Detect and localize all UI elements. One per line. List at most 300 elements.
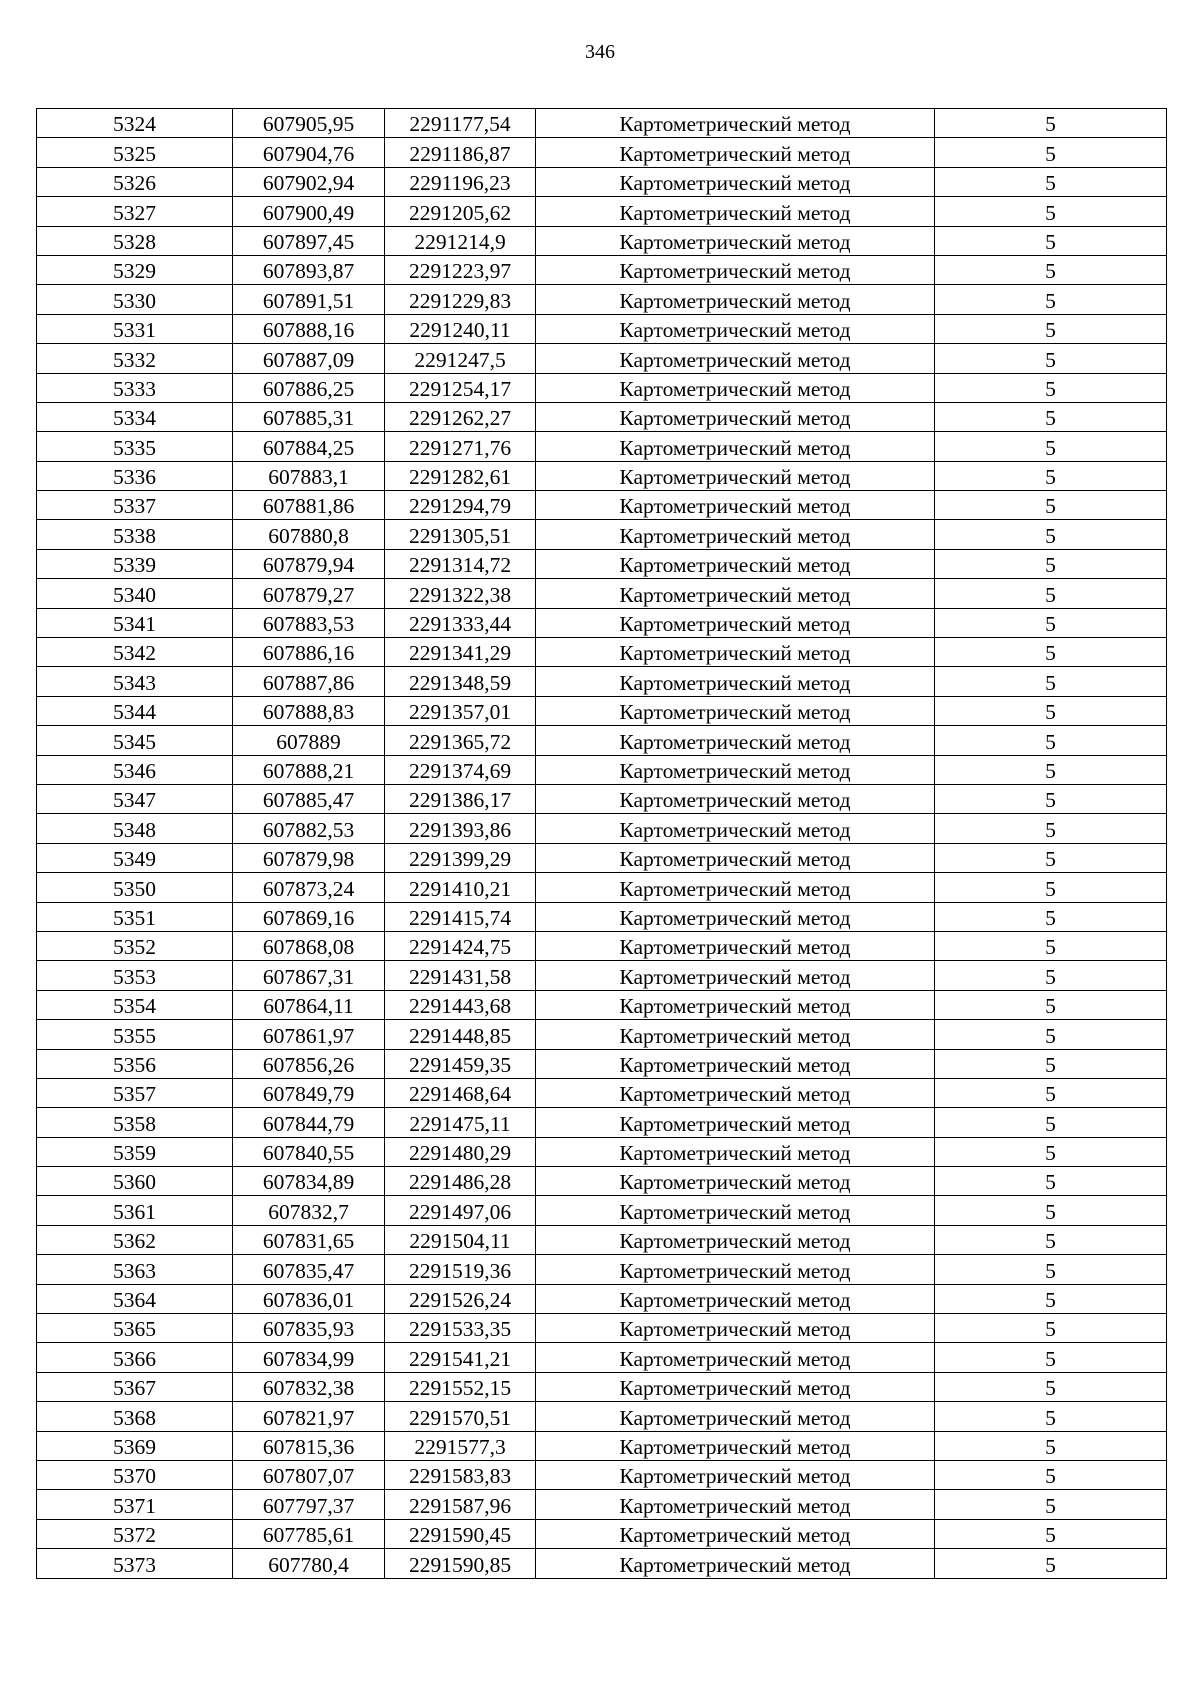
point-number-cell: 5351 xyxy=(37,902,233,931)
x-coordinate-cell: 607832,38 xyxy=(233,1372,385,1401)
table-row xyxy=(37,873,1167,902)
y-coordinate-cell: 2291541,21 xyxy=(385,1343,536,1372)
y-coordinate-cell: 2291341,29 xyxy=(385,638,536,667)
x-coordinate-cell: 607888,83 xyxy=(233,696,385,725)
y-coordinate-cell: 2291357,01 xyxy=(385,696,536,725)
table-row xyxy=(37,167,1167,196)
accuracy-cell: 5 xyxy=(935,138,1167,167)
table-row xyxy=(37,1108,1167,1137)
x-coordinate-cell: 607797,37 xyxy=(233,1490,385,1519)
accuracy-cell: 5 xyxy=(935,667,1167,696)
point-number-cell: 5357 xyxy=(37,1078,233,1107)
method-cell: Картометрический метод xyxy=(536,726,935,755)
y-coordinate-cell: 2291271,76 xyxy=(385,432,536,461)
point-number-cell: 5341 xyxy=(37,608,233,637)
y-coordinate-cell: 2291393,86 xyxy=(385,814,536,843)
x-coordinate-cell: 607844,79 xyxy=(233,1108,385,1137)
accuracy-cell: 5 xyxy=(935,402,1167,431)
x-coordinate-cell: 607785,61 xyxy=(233,1519,385,1548)
table-row xyxy=(37,344,1167,373)
x-coordinate-cell: 607888,21 xyxy=(233,755,385,784)
method-cell: Картометрический метод xyxy=(536,255,935,284)
y-coordinate-cell: 2291365,72 xyxy=(385,726,536,755)
method-cell: Картометрический метод xyxy=(536,608,935,637)
x-coordinate-cell: 607880,8 xyxy=(233,520,385,549)
y-coordinate-cell: 2291570,51 xyxy=(385,1402,536,1431)
method-cell: Картометрический метод xyxy=(536,638,935,667)
method-cell: Картометрический метод xyxy=(536,1431,935,1460)
y-coordinate-cell: 2291374,69 xyxy=(385,755,536,784)
point-number-cell: 5346 xyxy=(37,755,233,784)
method-cell: Картометрический метод xyxy=(536,1225,935,1254)
method-cell: Картометрический метод xyxy=(536,902,935,931)
accuracy-cell: 5 xyxy=(935,1167,1167,1196)
point-number-cell: 5340 xyxy=(37,579,233,608)
table-row xyxy=(37,285,1167,314)
x-coordinate-cell: 607879,98 xyxy=(233,843,385,872)
y-coordinate-cell: 2291386,17 xyxy=(385,784,536,813)
y-coordinate-cell: 2291333,44 xyxy=(385,608,536,637)
point-number-cell: 5336 xyxy=(37,461,233,490)
method-cell: Картометрический метод xyxy=(536,1314,935,1343)
point-number-cell: 5367 xyxy=(37,1372,233,1401)
x-coordinate-cell: 607815,36 xyxy=(233,1431,385,1460)
method-cell: Картометрический метод xyxy=(536,814,935,843)
method-cell: Картометрический метод xyxy=(536,579,935,608)
point-number-cell: 5343 xyxy=(37,667,233,696)
x-coordinate-cell: 607869,16 xyxy=(233,902,385,931)
method-cell: Картометрический метод xyxy=(536,285,935,314)
y-coordinate-cell: 2291583,83 xyxy=(385,1460,536,1489)
table-row xyxy=(37,520,1167,549)
table-row xyxy=(37,638,1167,667)
table-row xyxy=(37,314,1167,343)
y-coordinate-cell: 2291519,36 xyxy=(385,1255,536,1284)
y-coordinate-cell: 2291214,9 xyxy=(385,226,536,255)
point-number-cell: 5352 xyxy=(37,931,233,960)
method-cell: Картометрический метод xyxy=(536,1549,935,1578)
y-coordinate-cell: 2291410,21 xyxy=(385,873,536,902)
accuracy-cell: 5 xyxy=(935,520,1167,549)
point-number-cell: 5347 xyxy=(37,784,233,813)
y-coordinate-cell: 2291314,72 xyxy=(385,549,536,578)
table-row xyxy=(37,373,1167,402)
point-number-cell: 5327 xyxy=(37,197,233,226)
table-row xyxy=(37,1196,1167,1225)
accuracy-cell: 5 xyxy=(935,608,1167,637)
method-cell: Картометрический метод xyxy=(536,755,935,784)
coordinates-table xyxy=(36,108,1167,1579)
x-coordinate-cell: 607887,09 xyxy=(233,344,385,373)
accuracy-cell: 5 xyxy=(935,1343,1167,1372)
y-coordinate-cell: 2291577,3 xyxy=(385,1431,536,1460)
table-row xyxy=(37,1519,1167,1548)
method-cell: Картометрический метод xyxy=(536,344,935,373)
accuracy-cell: 5 xyxy=(935,1314,1167,1343)
method-cell: Картометрический метод xyxy=(536,167,935,196)
accuracy-cell: 5 xyxy=(935,1020,1167,1049)
x-coordinate-cell: 607780,4 xyxy=(233,1549,385,1578)
point-number-cell: 5353 xyxy=(37,961,233,990)
point-number-cell: 5359 xyxy=(37,1137,233,1166)
y-coordinate-cell: 2291294,79 xyxy=(385,491,536,520)
accuracy-cell: 5 xyxy=(935,873,1167,902)
x-coordinate-cell: 607904,76 xyxy=(233,138,385,167)
table-row xyxy=(37,197,1167,226)
point-number-cell: 5370 xyxy=(37,1460,233,1489)
accuracy-cell: 5 xyxy=(935,961,1167,990)
point-number-cell: 5348 xyxy=(37,814,233,843)
y-coordinate-cell: 2291282,61 xyxy=(385,461,536,490)
x-coordinate-cell: 607905,95 xyxy=(233,109,385,138)
x-coordinate-cell: 607879,27 xyxy=(233,579,385,608)
point-number-cell: 5373 xyxy=(37,1549,233,1578)
point-number-cell: 5326 xyxy=(37,167,233,196)
accuracy-cell: 5 xyxy=(935,314,1167,343)
table-row xyxy=(37,990,1167,1019)
accuracy-cell: 5 xyxy=(935,1519,1167,1548)
accuracy-cell: 5 xyxy=(935,1049,1167,1078)
table-row xyxy=(37,961,1167,990)
accuracy-cell: 5 xyxy=(935,902,1167,931)
accuracy-cell: 5 xyxy=(935,491,1167,520)
accuracy-cell: 5 xyxy=(935,1225,1167,1254)
x-coordinate-cell: 607883,1 xyxy=(233,461,385,490)
table-row xyxy=(37,461,1167,490)
method-cell: Картометрический метод xyxy=(536,1255,935,1284)
method-cell: Картометрический метод xyxy=(536,109,935,138)
accuracy-cell: 5 xyxy=(935,1549,1167,1578)
table-row xyxy=(37,696,1167,725)
point-number-cell: 5339 xyxy=(37,549,233,578)
point-number-cell: 5363 xyxy=(37,1255,233,1284)
method-cell: Картометрический метод xyxy=(536,138,935,167)
x-coordinate-cell: 607891,51 xyxy=(233,285,385,314)
y-coordinate-cell: 2291305,51 xyxy=(385,520,536,549)
method-cell: Картометрический метод xyxy=(536,1167,935,1196)
x-coordinate-cell: 607868,08 xyxy=(233,931,385,960)
method-cell: Картометрический метод xyxy=(536,520,935,549)
point-number-cell: 5330 xyxy=(37,285,233,314)
x-coordinate-cell: 607897,45 xyxy=(233,226,385,255)
x-coordinate-cell: 607849,79 xyxy=(233,1078,385,1107)
accuracy-cell: 5 xyxy=(935,1431,1167,1460)
method-cell: Картометрический метод xyxy=(536,784,935,813)
table-row xyxy=(37,784,1167,813)
method-cell: Картометрический метод xyxy=(536,1137,935,1166)
table-row xyxy=(37,109,1167,138)
method-cell: Картометрический метод xyxy=(536,1490,935,1519)
point-number-cell: 5329 xyxy=(37,255,233,284)
method-cell: Картометрический метод xyxy=(536,961,935,990)
table-row xyxy=(37,1078,1167,1107)
method-cell: Картометрический метод xyxy=(536,667,935,696)
table-row xyxy=(37,1137,1167,1166)
table-row xyxy=(37,608,1167,637)
accuracy-cell: 5 xyxy=(935,1137,1167,1166)
y-coordinate-cell: 2291497,06 xyxy=(385,1196,536,1225)
table-row xyxy=(37,1255,1167,1284)
y-coordinate-cell: 2291590,45 xyxy=(385,1519,536,1548)
x-coordinate-cell: 607893,87 xyxy=(233,255,385,284)
method-cell: Картометрический метод xyxy=(536,1519,935,1548)
method-cell: Картометрический метод xyxy=(536,1284,935,1313)
table-row xyxy=(37,226,1167,255)
point-number-cell: 5337 xyxy=(37,491,233,520)
accuracy-cell: 5 xyxy=(935,1490,1167,1519)
x-coordinate-cell: 607856,26 xyxy=(233,1049,385,1078)
y-coordinate-cell: 2291431,58 xyxy=(385,961,536,990)
method-cell: Картометрический метод xyxy=(536,1343,935,1372)
y-coordinate-cell: 2291240,11 xyxy=(385,314,536,343)
y-coordinate-cell: 2291399,29 xyxy=(385,843,536,872)
x-coordinate-cell: 607881,86 xyxy=(233,491,385,520)
table-row xyxy=(37,726,1167,755)
x-coordinate-cell: 607886,16 xyxy=(233,638,385,667)
coordinates-table-body xyxy=(37,109,1167,1579)
table-row xyxy=(37,1167,1167,1196)
method-cell: Картометрический метод xyxy=(536,1460,935,1489)
table-row xyxy=(37,491,1167,520)
y-coordinate-cell: 2291486,28 xyxy=(385,1167,536,1196)
page-number: 346 xyxy=(585,41,615,63)
accuracy-cell: 5 xyxy=(935,1108,1167,1137)
table-row xyxy=(37,814,1167,843)
y-coordinate-cell: 2291448,85 xyxy=(385,1020,536,1049)
point-number-cell: 5331 xyxy=(37,314,233,343)
method-cell: Картометрический метод xyxy=(536,491,935,520)
table-row xyxy=(37,1490,1167,1519)
point-number-cell: 5335 xyxy=(37,432,233,461)
point-number-cell: 5332 xyxy=(37,344,233,373)
accuracy-cell: 5 xyxy=(935,549,1167,578)
point-number-cell: 5325 xyxy=(37,138,233,167)
method-cell: Картометрический метод xyxy=(536,1078,935,1107)
method-cell: Картометрический метод xyxy=(536,226,935,255)
table-row xyxy=(37,432,1167,461)
point-number-cell: 5358 xyxy=(37,1108,233,1137)
table-row xyxy=(37,402,1167,431)
point-number-cell: 5345 xyxy=(37,726,233,755)
accuracy-cell: 5 xyxy=(935,579,1167,608)
y-coordinate-cell: 2291254,17 xyxy=(385,373,536,402)
point-number-cell: 5355 xyxy=(37,1020,233,1049)
point-number-cell: 5342 xyxy=(37,638,233,667)
accuracy-cell: 5 xyxy=(935,755,1167,784)
y-coordinate-cell: 2291468,64 xyxy=(385,1078,536,1107)
table-row xyxy=(37,902,1167,931)
point-number-cell: 5361 xyxy=(37,1196,233,1225)
method-cell: Картометрический метод xyxy=(536,197,935,226)
accuracy-cell: 5 xyxy=(935,1402,1167,1431)
point-number-cell: 5354 xyxy=(37,990,233,1019)
accuracy-cell: 5 xyxy=(935,1078,1167,1107)
x-coordinate-cell: 607834,89 xyxy=(233,1167,385,1196)
point-number-cell: 5334 xyxy=(37,402,233,431)
table-row xyxy=(37,1225,1167,1254)
accuracy-cell: 5 xyxy=(935,1196,1167,1225)
y-coordinate-cell: 2291229,83 xyxy=(385,285,536,314)
method-cell: Картометрический метод xyxy=(536,461,935,490)
accuracy-cell: 5 xyxy=(935,373,1167,402)
x-coordinate-cell: 607835,93 xyxy=(233,1314,385,1343)
x-coordinate-cell: 607864,11 xyxy=(233,990,385,1019)
table-row xyxy=(37,1549,1167,1578)
method-cell: Картометрический метод xyxy=(536,373,935,402)
point-number-cell: 5356 xyxy=(37,1049,233,1078)
point-number-cell: 5360 xyxy=(37,1167,233,1196)
y-coordinate-cell: 2291186,87 xyxy=(385,138,536,167)
table-row xyxy=(37,1343,1167,1372)
method-cell: Картометрический метод xyxy=(536,990,935,1019)
x-coordinate-cell: 607888,16 xyxy=(233,314,385,343)
table-row xyxy=(37,667,1167,696)
accuracy-cell: 5 xyxy=(935,696,1167,725)
y-coordinate-cell: 2291533,35 xyxy=(385,1314,536,1343)
method-cell: Картометрический метод xyxy=(536,1108,935,1137)
y-coordinate-cell: 2291223,97 xyxy=(385,255,536,284)
table-row xyxy=(37,1020,1167,1049)
x-coordinate-cell: 607832,7 xyxy=(233,1196,385,1225)
point-number-cell: 5362 xyxy=(37,1225,233,1254)
x-coordinate-cell: 607836,01 xyxy=(233,1284,385,1313)
accuracy-cell: 5 xyxy=(935,255,1167,284)
accuracy-cell: 5 xyxy=(935,990,1167,1019)
x-coordinate-cell: 607887,86 xyxy=(233,667,385,696)
table-row xyxy=(37,255,1167,284)
point-number-cell: 5364 xyxy=(37,1284,233,1313)
x-coordinate-cell: 607889 xyxy=(233,726,385,755)
table-row xyxy=(37,1402,1167,1431)
point-number-cell: 5350 xyxy=(37,873,233,902)
y-coordinate-cell: 2291415,74 xyxy=(385,902,536,931)
x-coordinate-cell: 607885,31 xyxy=(233,402,385,431)
x-coordinate-cell: 607867,31 xyxy=(233,961,385,990)
y-coordinate-cell: 2291552,15 xyxy=(385,1372,536,1401)
x-coordinate-cell: 607883,53 xyxy=(233,608,385,637)
accuracy-cell: 5 xyxy=(935,226,1167,255)
x-coordinate-cell: 607902,94 xyxy=(233,167,385,196)
x-coordinate-cell: 607873,24 xyxy=(233,873,385,902)
method-cell: Картометрический метод xyxy=(536,1049,935,1078)
table-row xyxy=(37,843,1167,872)
method-cell: Картометрический метод xyxy=(536,1402,935,1431)
y-coordinate-cell: 2291480,29 xyxy=(385,1137,536,1166)
y-coordinate-cell: 2291205,62 xyxy=(385,197,536,226)
point-number-cell: 5344 xyxy=(37,696,233,725)
table-row xyxy=(37,1284,1167,1313)
method-cell: Картометрический метод xyxy=(536,314,935,343)
x-coordinate-cell: 607821,97 xyxy=(233,1402,385,1431)
point-number-cell: 5369 xyxy=(37,1431,233,1460)
point-number-cell: 5366 xyxy=(37,1343,233,1372)
table-row xyxy=(37,1460,1167,1489)
method-cell: Картометрический метод xyxy=(536,696,935,725)
method-cell: Картометрический метод xyxy=(536,1372,935,1401)
x-coordinate-cell: 607831,65 xyxy=(233,1225,385,1254)
x-coordinate-cell: 607834,99 xyxy=(233,1343,385,1372)
accuracy-cell: 5 xyxy=(935,1284,1167,1313)
x-coordinate-cell: 607882,53 xyxy=(233,814,385,843)
y-coordinate-cell: 2291262,27 xyxy=(385,402,536,431)
point-number-cell: 5371 xyxy=(37,1490,233,1519)
x-coordinate-cell: 607900,49 xyxy=(233,197,385,226)
accuracy-cell: 5 xyxy=(935,1460,1167,1489)
point-number-cell: 5365 xyxy=(37,1314,233,1343)
accuracy-cell: 5 xyxy=(935,197,1167,226)
y-coordinate-cell: 2291590,85 xyxy=(385,1549,536,1578)
y-coordinate-cell: 2291196,23 xyxy=(385,167,536,196)
y-coordinate-cell: 2291348,59 xyxy=(385,667,536,696)
y-coordinate-cell: 2291587,96 xyxy=(385,1490,536,1519)
method-cell: Картометрический метод xyxy=(536,402,935,431)
x-coordinate-cell: 607807,07 xyxy=(233,1460,385,1489)
accuracy-cell: 5 xyxy=(935,432,1167,461)
y-coordinate-cell: 2291424,75 xyxy=(385,931,536,960)
table-row xyxy=(37,549,1167,578)
table-row xyxy=(37,1431,1167,1460)
method-cell: Картометрический метод xyxy=(536,873,935,902)
point-number-cell: 5328 xyxy=(37,226,233,255)
point-number-cell: 5349 xyxy=(37,843,233,872)
accuracy-cell: 5 xyxy=(935,167,1167,196)
y-coordinate-cell: 2291443,68 xyxy=(385,990,536,1019)
point-number-cell: 5338 xyxy=(37,520,233,549)
accuracy-cell: 5 xyxy=(935,1255,1167,1284)
y-coordinate-cell: 2291459,35 xyxy=(385,1049,536,1078)
y-coordinate-cell: 2291526,24 xyxy=(385,1284,536,1313)
x-coordinate-cell: 607861,97 xyxy=(233,1020,385,1049)
y-coordinate-cell: 2291247,5 xyxy=(385,344,536,373)
x-coordinate-cell: 607884,25 xyxy=(233,432,385,461)
y-coordinate-cell: 2291504,11 xyxy=(385,1225,536,1254)
x-coordinate-cell: 607886,25 xyxy=(233,373,385,402)
accuracy-cell: 5 xyxy=(935,285,1167,314)
table-row xyxy=(37,1314,1167,1343)
accuracy-cell: 5 xyxy=(935,344,1167,373)
y-coordinate-cell: 2291322,38 xyxy=(385,579,536,608)
accuracy-cell: 5 xyxy=(935,843,1167,872)
accuracy-cell: 5 xyxy=(935,461,1167,490)
accuracy-cell: 5 xyxy=(935,784,1167,813)
accuracy-cell: 5 xyxy=(935,931,1167,960)
x-coordinate-cell: 607840,55 xyxy=(233,1137,385,1166)
table-row xyxy=(37,579,1167,608)
accuracy-cell: 5 xyxy=(935,638,1167,667)
point-number-cell: 5368 xyxy=(37,1402,233,1431)
point-number-cell: 5333 xyxy=(37,373,233,402)
x-coordinate-cell: 607885,47 xyxy=(233,784,385,813)
method-cell: Картометрический метод xyxy=(536,843,935,872)
x-coordinate-cell: 607835,47 xyxy=(233,1255,385,1284)
accuracy-cell: 5 xyxy=(935,1372,1167,1401)
table-row xyxy=(37,1049,1167,1078)
table-row xyxy=(37,138,1167,167)
accuracy-cell: 5 xyxy=(935,726,1167,755)
method-cell: Картометрический метод xyxy=(536,432,935,461)
point-number-cell: 5372 xyxy=(37,1519,233,1548)
y-coordinate-cell: 2291475,11 xyxy=(385,1108,536,1137)
table-row xyxy=(37,755,1167,784)
x-coordinate-cell: 607879,94 xyxy=(233,549,385,578)
accuracy-cell: 5 xyxy=(935,109,1167,138)
method-cell: Картометрический метод xyxy=(536,931,935,960)
accuracy-cell: 5 xyxy=(935,814,1167,843)
method-cell: Картометрический метод xyxy=(536,1196,935,1225)
point-number-cell: 5324 xyxy=(37,109,233,138)
y-coordinate-cell: 2291177,54 xyxy=(385,109,536,138)
method-cell: Картометрический метод xyxy=(536,1020,935,1049)
